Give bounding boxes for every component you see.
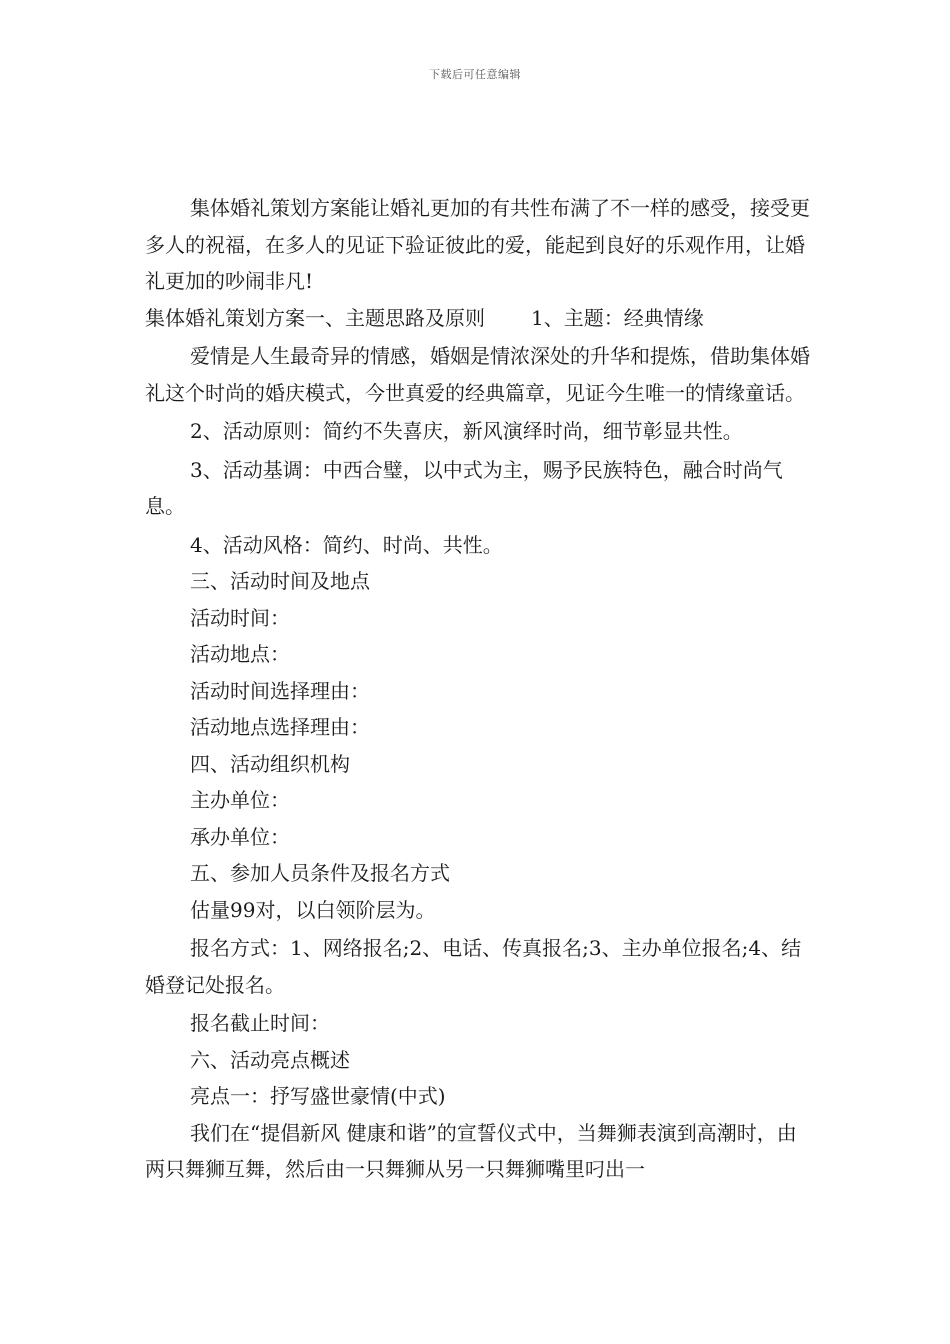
page-header: 下载后可任意编辑 bbox=[429, 68, 521, 81]
highlight-one-paragraph: 我们在“提倡新风 健康和谐”的宣誓仪式中，当舞狮表演到高潮时，由两只舞狮互舞，然后由一只舞狮从另一只舞狮嘴里叼出一 bbox=[145, 1120, 797, 1181]
style-item: 4、活动风格：简约、时尚、共性。 bbox=[190, 532, 503, 557]
host-unit-line: 主办单位： bbox=[190, 788, 290, 812]
activity-time-line: 活动时间： bbox=[190, 605, 290, 630]
tone-item: 3、活动基调：中西合璧，以中式为主，赐予民族特色，融合时尚气息。 bbox=[145, 457, 783, 518]
theme-paragraph: 爱情是人生最奇异的情感，婚姻是情浓深处的升华和提炼，借助集体婚礼这个时尚的婚庆模式，今世真爱的经典篇章，见证今生唯一的情缘童话。 bbox=[145, 344, 810, 405]
organizer-unit-line: 承办单位： bbox=[190, 824, 290, 849]
intro-paragraph: 集体婚礼策划方案能让婚礼更加的有共性布满了不一样的感受，接受更多人的祝福，在多人的见证下验证彼此的爱，能起到良好的乐观作用，让婚礼更加的吵闹非凡! bbox=[145, 196, 810, 293]
section-six-heading: 六、活动亮点概述 bbox=[190, 1047, 350, 1072]
section-heading-line bbox=[145, 300, 813, 337]
section-three-heading: 三、活动时间及地点 bbox=[190, 569, 370, 593]
estimate-line: 估量99对，以白领阶层为。 bbox=[190, 897, 436, 922]
section-one-heading: 集体婚礼策划方案一、主题思路及原则 bbox=[145, 305, 485, 330]
section-four-heading: 四、活动组织机构 bbox=[190, 751, 350, 776]
activity-place-line: 活动地点： bbox=[190, 642, 290, 666]
section-five-heading: 五、参加人员条件及报名方式 bbox=[190, 861, 450, 885]
signup-deadline-line: 报名截止时间： bbox=[190, 1011, 330, 1035]
time-reason-line: 活动时间选择理由： bbox=[190, 678, 370, 703]
principle-item: 2、活动原则：简约不失喜庆，新风演绎时尚，细节彰显共性。 bbox=[190, 419, 743, 443]
highlight-one-heading: 亮点一：抒写盛世豪情(中式) bbox=[190, 1084, 446, 1108]
signup-method-paragraph: 报名方式：1、网络报名;2、电话、传真报名;3、主办单位报名;4、结婚登记处报名。 bbox=[145, 936, 802, 997]
theme-item: 1、主题：经典情缘 bbox=[531, 305, 704, 330]
place-reason-line: 活动地点选择理由： bbox=[190, 715, 370, 739]
document-body bbox=[145, 190, 813, 1188]
